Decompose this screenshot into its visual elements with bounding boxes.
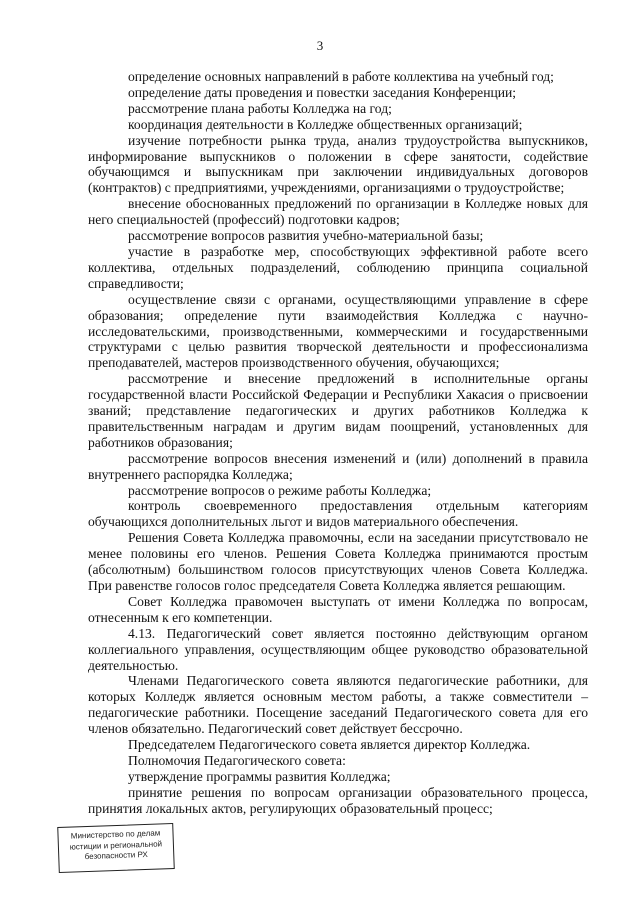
paragraph: принятие решения по вопросам организации образовательного процесса, принятия локальных актов, регулирующих образовательный процесс; <box>88 784 588 816</box>
paragraph: контроль своевременного предоставления отдельным категориям обучающихся дополнительных льгот и видов материального обеспечения. <box>88 498 588 530</box>
paragraph: рассмотрение плана работы Колледжа на год; <box>128 100 392 116</box>
stamp-line: безопасности РХ <box>84 849 148 862</box>
paragraph: определение основных направлений в работе коллектива на учебный год; <box>128 69 554 84</box>
paragraph: Председателем Педагогического совета является директор Колледжа. <box>128 737 531 753</box>
paragraph: утверждение программы развития Колледжа; <box>128 768 391 784</box>
paragraph: изучение потребности рынка труда, анализ трудоустройства выпускников, информирование выпускников о положении в сфере занятости, содействие обучающимся и выпускникам при заключении индивидуальных договоров (контрактов) с предприятиями, учреждениями, организациями о трудоустройстве; <box>88 132 588 196</box>
paragraph: осуществление связи с органами, осуществляющими управление в сфере образования; определение пути взаимодействия Колледжа с научно-исследовательскими, производственными, коммерческими и государственными структурами с целью развития творческой деятельности и профессионализма преподавателей, мастеров производственного обучения, обучающихся; <box>88 291 588 371</box>
paragraph: Полномочия Педагогического совета: <box>128 752 346 768</box>
paragraph: участие в разработке мер, способствующих эффективной работе всего коллектива, отдельных подразделений, соблюдению принципа социальной справедливости; <box>88 243 588 291</box>
paragraph: Решения Совета Колледжа правомочны, если на заседании присутствовало не менее половины его членов. Решения Совета Колледжа принимаются простым (абсолютным) большинством голосов присутствующих членов Совета Колледжа. При равенстве голосов голос председателя Совета Колледжа является решающим. <box>88 530 588 593</box>
document-body <box>88 69 588 817</box>
paragraph: рассмотрение вопросов развития учебно-материальной базы; <box>128 228 484 244</box>
paragraph: Членами Педагогического совета являются педагогические работники, для которых Колледж является основным местом работы, а также совместители – педагогические работники. Посещение заседаний Педагогического совета для его членов обязательно. Педагогический совет действует бессрочно. <box>88 673 588 737</box>
registration-stamp <box>57 823 175 873</box>
stamp-line: юстиции и региональной <box>69 838 163 852</box>
paragraph: внесение обоснованных предложений по организации в Колледже новых для него специальностей (профессий) подготовки кадров; <box>88 196 588 228</box>
paragraph: определение даты проведения и повестки заседания Конференции; <box>128 84 517 100</box>
paragraph: рассмотрение вопросов о режиме работы Колледжа; <box>128 482 432 498</box>
paragraph: рассмотрение и внесение предложений в исполнительные органы государственной власти Российской Федерации и Республики Хакасия о присвоении званий; представление педагогических и других работников Колледжа к правительственным наградам и другим видам поощрений, установленных для работников образования; <box>88 371 588 450</box>
paragraph: Совет Колледжа правомочен выступать от имени Колледжа по вопросам, отнесенным к его компетенции. <box>88 593 588 625</box>
stamp-line: Министерство по делам <box>70 828 161 841</box>
paragraph: рассмотрение вопросов внесения изменений и (или) дополнений в правила внутреннего распорядка Колледжа; <box>88 450 588 482</box>
paragraph: координация деятельности в Колледже общественных организаций; <box>128 116 523 132</box>
page-number: 3 <box>316 38 324 53</box>
paragraph: 4.13. Педагогический совет является постоянно действующим органом коллегиального управления, осуществляющим общее руководство образовательной деятельностью. <box>88 625 588 673</box>
